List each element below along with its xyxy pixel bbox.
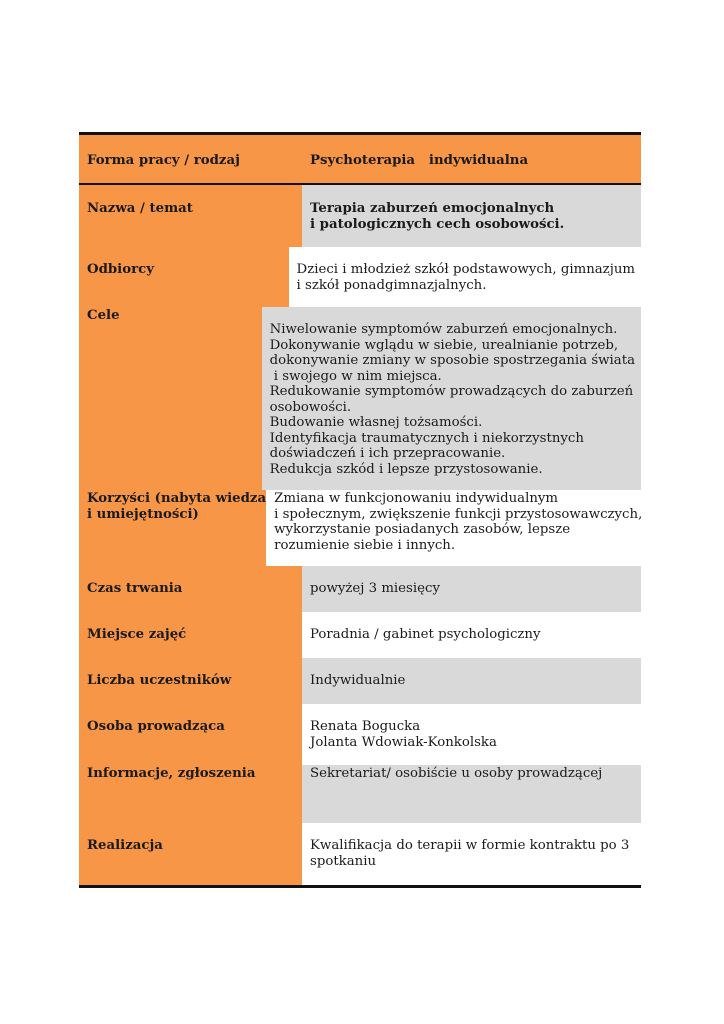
row-value-text: Dokonywanie wglądu w siebie, urealnianie potrzeb, [269, 337, 619, 353]
row-value [289, 247, 641, 307]
row-label [79, 612, 302, 658]
row-value [302, 612, 641, 658]
row-value-text: Kwalifikacja do terapii w formie kontraktu po 3 [310, 838, 630, 853]
header-value-text: Psychoterapia indywidualna [310, 153, 529, 168]
row-label [79, 765, 302, 823]
row-value-text: dokonywanie zmiany w sposobie spostrzegania świata [269, 353, 635, 368]
table-row [79, 823, 641, 885]
row-value [262, 307, 641, 490]
row-value-text: i patologicznych cech osobowości. [310, 216, 565, 232]
header-value [302, 135, 641, 183]
row-value-text: Poradnia / gabinet psychologiczny [310, 627, 541, 642]
row-value-text: doświadczeń i ich przepracowanie. [269, 446, 506, 461]
row-label [79, 307, 262, 490]
info-table [79, 132, 641, 888]
row-label-text: Korzyści (nabyta wiedza [87, 491, 267, 506]
table-row [79, 566, 641, 612]
row-value-text: rozumienie siebie i innych. [274, 537, 456, 553]
row-value-text: Budowanie własnej tożsamości. [269, 415, 483, 430]
row-value-text: Redukcja szkód i lepsze przystosowanie. [269, 461, 543, 477]
header-label [79, 135, 302, 183]
row-label-text: Miejsce zajęć [87, 627, 187, 642]
header-label-text: Forma pracy / rodzaj [87, 153, 240, 168]
row-value-text: i społecznym, zwiększenie funkcji przystosowawczych, [274, 506, 643, 522]
row-value [266, 490, 648, 566]
row-label [79, 704, 302, 765]
row-value [302, 823, 641, 885]
row-label-text: Cele [87, 308, 120, 323]
row-label-text: Realizacja [87, 838, 163, 853]
row-label-text: Informacje, zgłoszenia [87, 766, 256, 781]
row-label-text: i umiejętności) [87, 506, 199, 522]
row-value [302, 566, 641, 612]
row-value-text: Renata Bogucka [310, 719, 421, 734]
row-value-text: i swojego w nim miejsca. [269, 368, 442, 384]
row-value-text: Niwelowanie symptomów zaburzeń emocjonalnych. [269, 322, 618, 337]
table-row [79, 247, 641, 307]
row-value-text: i szkół ponadgimnazjalnych. [296, 277, 487, 293]
row-label [79, 566, 302, 612]
row-value-text: osobowości. [269, 399, 352, 415]
row-value-text: Terapia zaburzeń emocjonalnych [310, 201, 555, 216]
table-row [79, 765, 641, 823]
table-row [79, 307, 641, 490]
row-label [79, 823, 302, 885]
row-value [302, 185, 641, 247]
table-row [79, 185, 641, 247]
table-row [79, 490, 641, 566]
row-value-text: wykorzystanie posiadanych zasobów, lepsze [274, 522, 571, 537]
row-value-text: Indywidualnie [310, 673, 406, 688]
row-label [79, 247, 289, 307]
table-header-row [79, 135, 641, 185]
table-row [79, 612, 641, 658]
row-value-text: Identyfikacja traumatycznych i niekorzystnych [269, 430, 584, 446]
row-value-text: spotkaniu [310, 853, 377, 869]
row-label [79, 658, 302, 704]
row-value-text: Zmiana w funkcjonowaniu indywidualnym [274, 491, 559, 506]
row-label-text: Liczba uczestników [87, 673, 232, 688]
row-label-text: Nazwa / temat [87, 201, 193, 216]
row-value [302, 658, 641, 704]
row-label [79, 490, 266, 566]
row-value-text: powyżej 3 miesięcy [310, 581, 440, 596]
row-value-text: Redukowanie symptomów prowadzących do zaburzeń [269, 384, 634, 399]
row-label-text: Czas trwania [87, 581, 183, 596]
row-value-text: Sekretariat/ osobiście u osoby prowadzącej [310, 766, 603, 781]
row-label [79, 185, 302, 247]
table-row [79, 704, 641, 765]
row-value [302, 765, 641, 823]
row-value-text: Dzieci i młodzież szkół podstawowych, gimnazjum [296, 262, 635, 277]
row-value-text: Jolanta Wdowiak-Konkolska [310, 734, 497, 750]
row-value [302, 704, 641, 765]
row-label-text: Osoba prowadząca [87, 719, 225, 734]
row-label-text: Odbiorcy [87, 262, 154, 277]
table-row [79, 658, 641, 704]
